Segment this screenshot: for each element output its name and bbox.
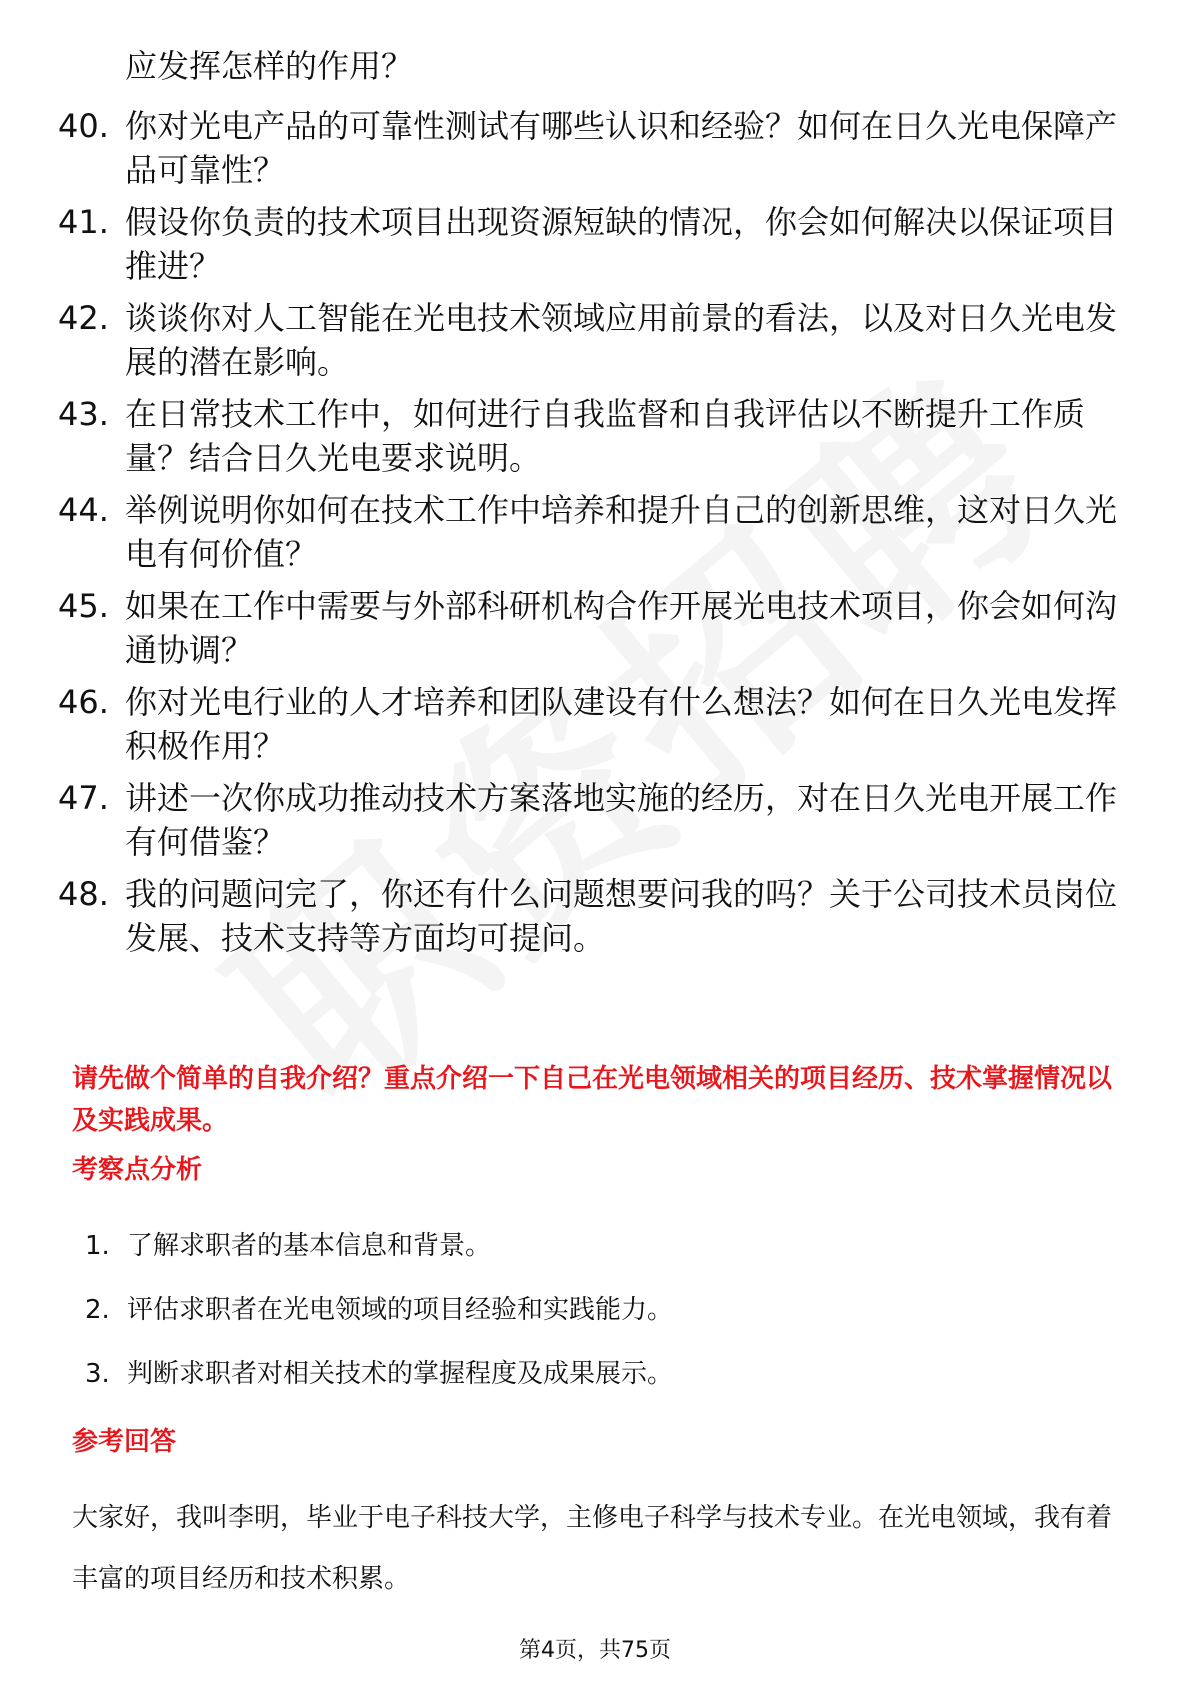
question-text: 讲述一次你成功推动技术方案落地实施的经历，对在日久光电开展工作有何借鉴？ — [125, 779, 1118, 861]
reference-title: 参考回答 — [72, 1427, 177, 1457]
analysis-item-number: 1. — [85, 1231, 110, 1261]
question-number: 43. — [58, 395, 109, 433]
question-continuation: 应发挥怎样的作用？ — [125, 47, 414, 85]
question-number: 48. — [58, 875, 109, 913]
question-text: 如果在工作中需要与外部科研机构合作开展光电技术项目，你会如何沟通协调？ — [125, 587, 1118, 669]
analysis-item — [85, 1228, 491, 1264]
question-item — [58, 680, 1138, 768]
question-number: 45. — [58, 587, 109, 625]
analysis-item — [85, 1356, 673, 1392]
question-number: 40. — [58, 107, 109, 145]
question-number: 42. — [58, 299, 109, 337]
featured-question: 请先做个简单的自我介绍？重点介绍一下自己在光电领域相关的项目经历、技术掌握情况以及实践成果。 — [72, 1064, 1113, 1136]
question-item — [58, 584, 1138, 672]
question-text: 我的问题问完了，你还有什么问题想要问我的吗？关于公司技术员岗位发展、技术支持等方面均可提问。 — [125, 875, 1118, 957]
question-text: 你对光电产品的可靠性测试有哪些认识和经验？如何在日久光电保障产品可靠性？ — [125, 107, 1118, 189]
question-number: 41. — [58, 203, 109, 241]
page-footer: 第4页，共75页 — [519, 1638, 671, 1663]
analysis-item-text: 判断求职者对相关技术的掌握程度及成果展示。 — [127, 1359, 674, 1389]
question-number: 46. — [58, 683, 109, 721]
analysis-title: 考察点分析 — [72, 1155, 203, 1185]
question-item — [58, 776, 1138, 864]
question-text: 举例说明你如何在技术工作中培养和提升自己的创新思维，这对日久光电有何价值？ — [125, 491, 1118, 573]
analysis-item-number: 3. — [85, 1359, 110, 1389]
question-text: 你对光电行业的人才培养和团队建设有什么想法？如何在日久光电发挥积极作用？ — [125, 683, 1118, 765]
question-item — [58, 872, 1138, 960]
question-item — [58, 296, 1138, 384]
question-text: 谈谈你对人工智能在光电技术领域应用前景的看法，以及对日久光电发展的潜在影响。 — [125, 299, 1118, 381]
analysis-item-number: 2. — [85, 1295, 110, 1325]
question-text: 在日常技术工作中，如何进行自我监督和自我评估以不断提升工作质量？结合日久光电要求说明。 — [125, 395, 1086, 477]
question-item — [58, 200, 1138, 288]
analysis-item-text: 评估求职者在光电领域的项目经验和实践能力。 — [127, 1295, 674, 1325]
question-item — [58, 488, 1138, 576]
question-item — [58, 392, 1138, 480]
question-number: 47. — [58, 779, 109, 817]
question-item — [58, 104, 1138, 192]
question-text: 假设你负责的技术项目出现资源短缺的情况，你会如何解决以保证项目推进？ — [125, 203, 1118, 285]
reference-answer: 大家好，我叫李明，毕业于电子科技大学，主修电子科学与技术专业。在光电领域，我有着丰富的项目经历和技术积累。 — [72, 1503, 1113, 1594]
analysis-item — [85, 1292, 673, 1328]
question-number: 44. — [58, 491, 109, 529]
analysis-item-text: 了解求职者的基本信息和背景。 — [127, 1231, 492, 1261]
